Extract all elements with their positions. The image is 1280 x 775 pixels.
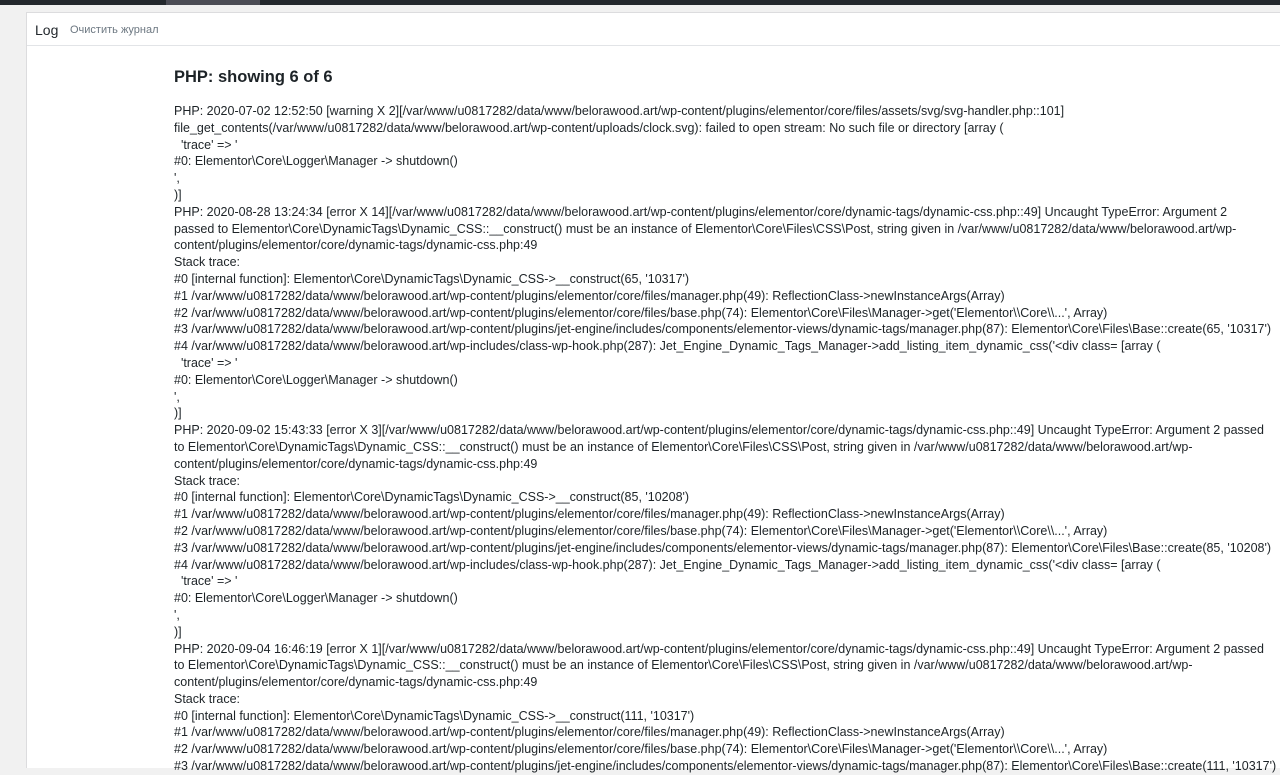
log-line: #2 /var/www/u0817282/data/www/belorawood.art/wp-content/plugins/elementor/core/files/base.php(74): Elementor\Core\Files\Manager->get('Elementor\\Core\\...', Array) <box>174 742 1108 757</box>
log-line: Stack trace: <box>174 255 240 270</box>
log-line: passed to Elementor\Core\DynamicTags\Dynamic_CSS::__construct() must be an instance of Elementor\Core\Files\CSS\Post, string given in /var/www/u0817282/data/www/belorawood.art/wp- <box>174 221 1237 236</box>
log-line: #0 [internal function]: Elementor\Core\DynamicTags\Dynamic_CSS->__construct(65, '10317') <box>174 271 690 286</box>
log-line: #3 /var/www/u0817282/data/www/belorawood.art/wp-content/plugins/jet-engine/includes/components/elementor-views/dynamic-tags/manager.php(87): Elementor\Core\Files\Base::create(111, '10317') <box>174 759 1277 774</box>
log-line: PHP: 2020-08-28 13:24:34 [error X 14][/var/www/u0817282/data/www/belorawood.art/wp-content/plugins/elementor/core/dynamic-tags/dynamic-css.php::49] Uncaught TypeError: Argument 2 <box>174 204 1228 219</box>
log-line: to Elementor\Core\DynamicTags\Dynamic_CSS::__construct() must be an instance of Elementor\Core\Files\CSS\Post, string given in /var/www/u0817282/data/www/belorawood.art/wp- <box>174 658 1193 673</box>
log-line: #1 /var/www/u0817282/data/www/belorawood.art/wp-content/plugins/elementor/core/files/manager.php(49): ReflectionClass->newInstanceArgs(Array) <box>174 725 1005 740</box>
log-line: 'trace' => ' <box>174 574 238 589</box>
log-line: )] <box>174 187 182 202</box>
log-line: Stack trace: <box>174 473 240 488</box>
log-panel <box>26 12 1280 774</box>
log-line: 'trace' => ' <box>174 137 238 152</box>
log-line: PHP: 2020-09-04 16:46:19 [error X 1][/var/www/u0817282/data/www/belorawood.art/wp-content/plugins/elementor/core/dynamic-tags/dynamic-css.php::49] Uncaught TypeError: Argument 2 passed <box>174 641 1264 656</box>
log-heading: PHP: showing 6 of 6 <box>174 68 333 86</box>
log-line: ', <box>174 389 180 404</box>
log-content <box>174 65 1277 775</box>
active-tab-indicator[interactable] <box>166 0 260 5</box>
log-line: #3 /var/www/u0817282/data/www/belorawood.art/wp-content/plugins/jet-engine/includes/components/elementor-views/dynamic-tags/manager.php(87): Elementor\Core\Files\Base::create(65, '10317') <box>174 322 1272 337</box>
log-line: )] <box>174 406 182 421</box>
log-line: #1 /var/www/u0817282/data/www/belorawood.art/wp-content/plugins/elementor/core/files/manager.php(49): ReflectionClass->newInstanceArgs(Array) <box>174 507 1005 522</box>
log-panel-header <box>27 13 1280 46</box>
log-line: )] <box>174 624 182 639</box>
log-line: file_get_contents(/var/www/u0817282/data/www/belorawood.art/wp-content/uploads/clock.svg): failed to open stream: No such file or directory [array ( <box>174 120 1004 135</box>
log-line: #3 /var/www/u0817282/data/www/belorawood.art/wp-content/plugins/jet-engine/includes/components/elementor-views/dynamic-tags/manager.php(87): Elementor\Core\Files\Base::create(85, '10208') <box>174 540 1272 555</box>
admin-top-bar <box>0 0 1280 5</box>
log-line: ', <box>174 171 180 186</box>
log-line: Stack trace: <box>174 691 240 706</box>
log-line: #4 /var/www/u0817282/data/www/belorawood.art/wp-includes/class-wp-hook.php(287): Jet_Engine_Dynamic_Tags_Manager->add_listing_item_dynamic_css('<div class= [array ( <box>174 557 1161 572</box>
log-line: content/plugins/elementor/core/dynamic-tags/dynamic-css.php:49 <box>174 238 538 253</box>
log-line: #2 /var/www/u0817282/data/www/belorawood.art/wp-content/plugins/elementor/core/files/base.php(74): Elementor\Core\Files\Manager->get('Elementor\\Core\\...', Array) <box>174 523 1108 538</box>
log-line: to Elementor\Core\DynamicTags\Dynamic_CSS::__construct() must be an instance of Elementor\Core\Files\CSS\Post, string given in /var/www/u0817282/data/www/belorawood.art/wp- <box>174 439 1193 454</box>
log-line: ', <box>174 607 180 622</box>
log-line: PHP: 2020-07-02 12:52:50 [warning X 2][/var/www/u0817282/data/www/belorawood.art/wp-content/plugins/elementor/core/files/assets/svg/svg-handler.php::101] <box>174 104 1065 118</box>
log-line: #0: Elementor\Core\Logger\Manager -> shutdown() <box>174 372 458 387</box>
log-line: #2 /var/www/u0817282/data/www/belorawood.art/wp-content/plugins/elementor/core/files/base.php(74): Elementor\Core\Files\Manager->get('Elementor\\Core\\...', Array) <box>174 305 1108 320</box>
log-panel-title: Log <box>35 22 59 38</box>
clear-log-link[interactable]: Очистить журнал <box>70 24 159 36</box>
log-line: #4 /var/www/u0817282/data/www/belorawood.art/wp-includes/class-wp-hook.php(287): Jet_Engine_Dynamic_Tags_Manager->add_listing_item_dynamic_css('<div class= [array ( <box>174 339 1161 354</box>
log-line: content/plugins/elementor/core/dynamic-tags/dynamic-css.php:49 <box>174 456 538 471</box>
log-line: 'trace' => ' <box>174 355 238 370</box>
log-line: content/plugins/elementor/core/dynamic-tags/dynamic-css.php:49 <box>174 675 538 690</box>
log-line: #0: Elementor\Core\Logger\Manager -> shutdown() <box>174 154 458 169</box>
log-line: #0: Elementor\Core\Logger\Manager -> shutdown() <box>174 591 458 606</box>
log-line: PHP: 2020-09-02 15:43:33 [error X 3][/var/www/u0817282/data/www/belorawood.art/wp-content/plugins/elementor/core/dynamic-tags/dynamic-css.php::49] Uncaught TypeError: Argument 2 passed <box>174 423 1264 438</box>
log-lines <box>174 103 1277 775</box>
log-line: #1 /var/www/u0817282/data/www/belorawood.art/wp-content/plugins/elementor/core/files/manager.php(49): ReflectionClass->newInstanceArgs(Array) <box>174 288 1005 303</box>
log-line: #0 [internal function]: Elementor\Core\DynamicTags\Dynamic_CSS->__construct(111, '10317') <box>174 708 695 723</box>
log-line: #0 [internal function]: Elementor\Core\DynamicTags\Dynamic_CSS->__construct(85, '10208') <box>174 490 690 505</box>
